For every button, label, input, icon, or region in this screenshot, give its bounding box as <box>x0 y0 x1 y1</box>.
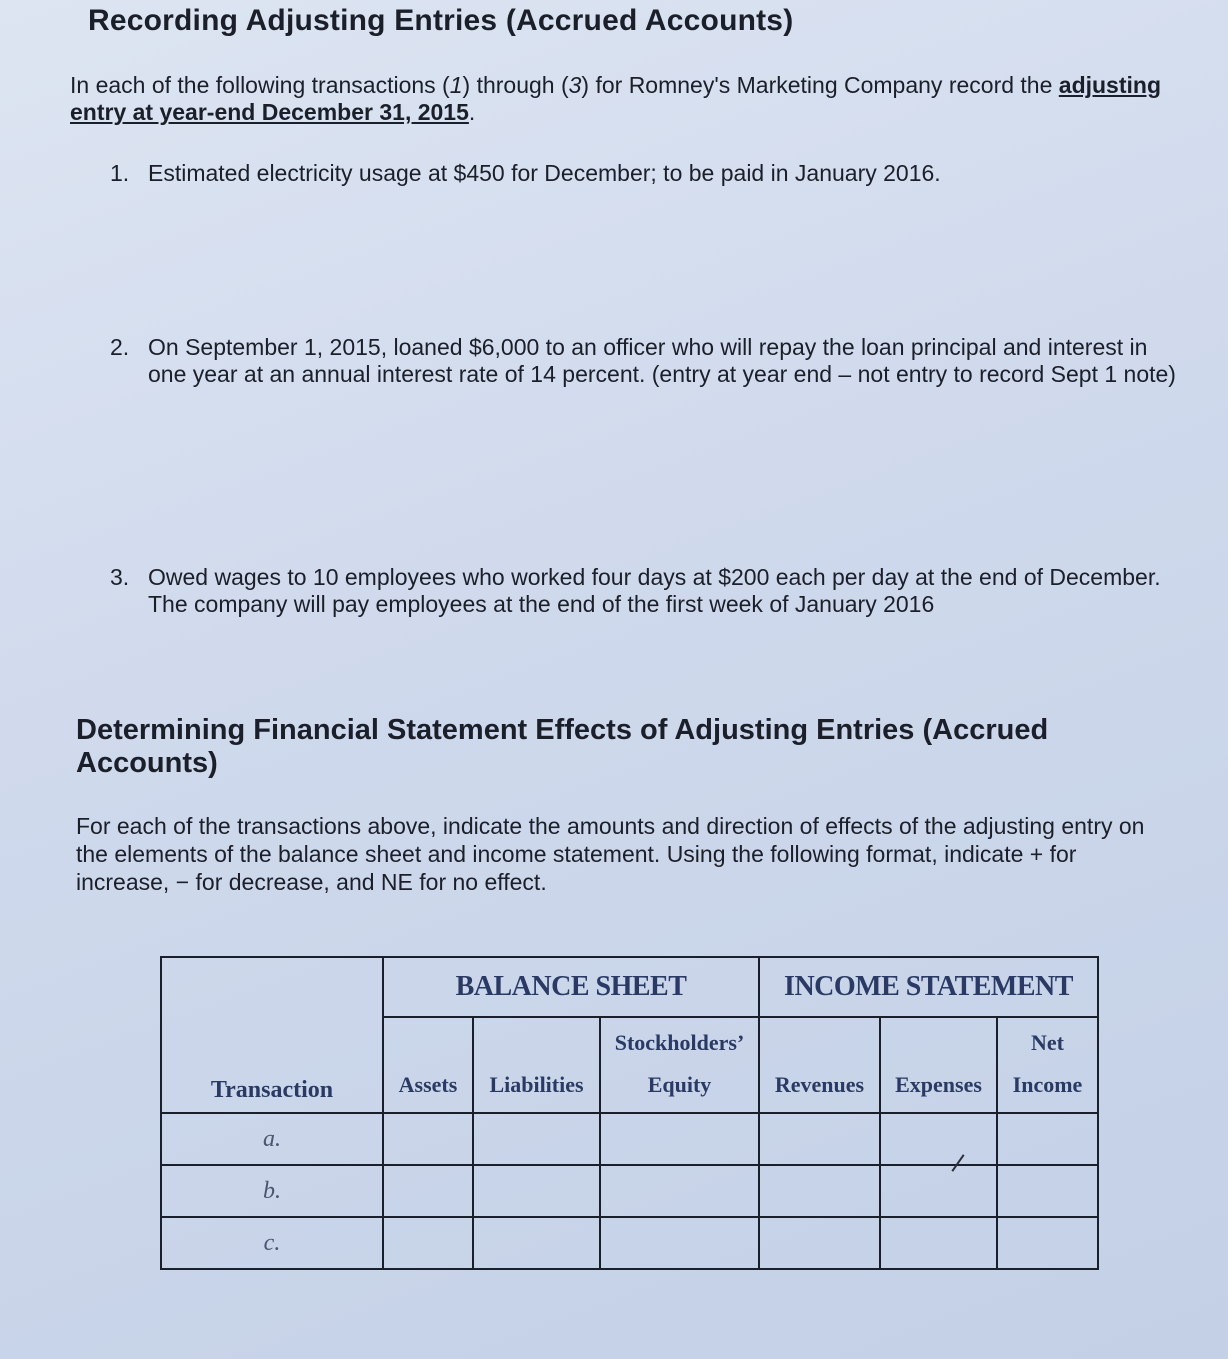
equity-header-line1: Stockholders’ <box>614 1030 745 1055</box>
section-heading: Determining Financial Statement Effects of Adjusting Entries (Accrued Accounts) <box>76 714 1049 779</box>
intro-paragraph <box>70 72 1200 126</box>
question-number: 2. <box>110 334 130 360</box>
cell-net-income[interactable] <box>997 1217 1098 1269</box>
intro-num-1: 1 <box>449 72 463 98</box>
cell-expenses[interactable] <box>880 1165 997 1217</box>
question-text: On September 1, 2015, loaned $6,000 to an officer who will repay the loan principal and interest in one year at an annual interest rate of 14 percent. (entry at year end – not entry to record Sept 1 note) <box>148 334 1176 387</box>
cell-equity[interactable] <box>600 1165 759 1217</box>
intro-text-after: ) for Romney's Marketing Company record the <box>581 72 1059 98</box>
cell-revenues[interactable] <box>759 1217 880 1269</box>
balance-sheet-header: BALANCE SHEET <box>383 957 759 1017</box>
transaction-header: Transaction <box>161 957 383 1113</box>
cell-liabilities[interactable] <box>473 1217 600 1269</box>
cell-liabilities[interactable] <box>473 1165 600 1217</box>
effects-table <box>160 956 1099 1270</box>
question-2 <box>110 334 1190 388</box>
intro-text-mid: ) through ( <box>462 72 569 98</box>
transaction-label: c. <box>161 1217 383 1269</box>
cell-net-income[interactable] <box>997 1165 1098 1217</box>
cell-expenses[interactable] <box>880 1217 997 1269</box>
intro-underlined: adjusting entry at year-end December 31, 2015 <box>70 72 1162 125</box>
cell-assets[interactable] <box>383 1217 473 1269</box>
intro-num-3: 3 <box>568 72 582 98</box>
question-number: 3. <box>110 564 130 590</box>
cell-equity[interactable] <box>600 1113 759 1165</box>
cell-assets[interactable] <box>383 1113 473 1165</box>
cell-revenues[interactable] <box>759 1165 880 1217</box>
cell-liabilities[interactable] <box>473 1113 600 1165</box>
table-row <box>161 1217 1098 1269</box>
question-3 <box>110 564 1200 618</box>
cell-equity[interactable] <box>600 1217 759 1269</box>
cell-net-income[interactable] <box>997 1113 1098 1165</box>
liabilities-header: Liabilities <box>473 1017 600 1113</box>
transaction-label: a. <box>161 1113 383 1165</box>
cell-revenues[interactable] <box>759 1113 880 1165</box>
income-statement-header: INCOME STATEMENT <box>759 957 1098 1017</box>
transaction-label: b. <box>161 1165 383 1217</box>
table-row <box>161 1165 1098 1217</box>
cell-assets[interactable] <box>383 1165 473 1217</box>
question-text: Estimated electricity usage at $450 for December; to be paid in January 2016. <box>148 160 941 186</box>
question-1 <box>110 160 1190 187</box>
net-income-header <box>997 1017 1098 1113</box>
intro-end: . <box>468 99 476 125</box>
net-income-line1: Net <box>1031 1030 1064 1055</box>
equity-header-line2: Equity <box>647 1072 712 1097</box>
intro-text-before: In each of the following transactions ( <box>70 72 450 98</box>
section-paragraph: For each of the transactions above, indicate the amounts and direction of effects of the adjusting entry on the elements of the balance sheet and income statement. Using the following format, indicate + for increase, − for decrease, and NE for no effect. <box>76 813 1145 895</box>
revenues-header: Revenues <box>759 1017 880 1113</box>
cell-expenses[interactable] <box>880 1113 997 1165</box>
question-text: Owed wages to 10 employees who worked four days at $200 each per day at the end of December. The company will pay employees at the end of the first week of January 2016 <box>148 564 1161 617</box>
table-row <box>161 1113 1098 1165</box>
page-title: Recording Adjusting Entries (Accrued Accounts) <box>88 4 794 37</box>
assets-header: Assets <box>383 1017 473 1113</box>
equity-header <box>600 1017 759 1113</box>
net-income-line2: Income <box>1012 1072 1083 1097</box>
question-number: 1. <box>110 160 130 186</box>
expenses-header: Expenses <box>880 1017 997 1113</box>
